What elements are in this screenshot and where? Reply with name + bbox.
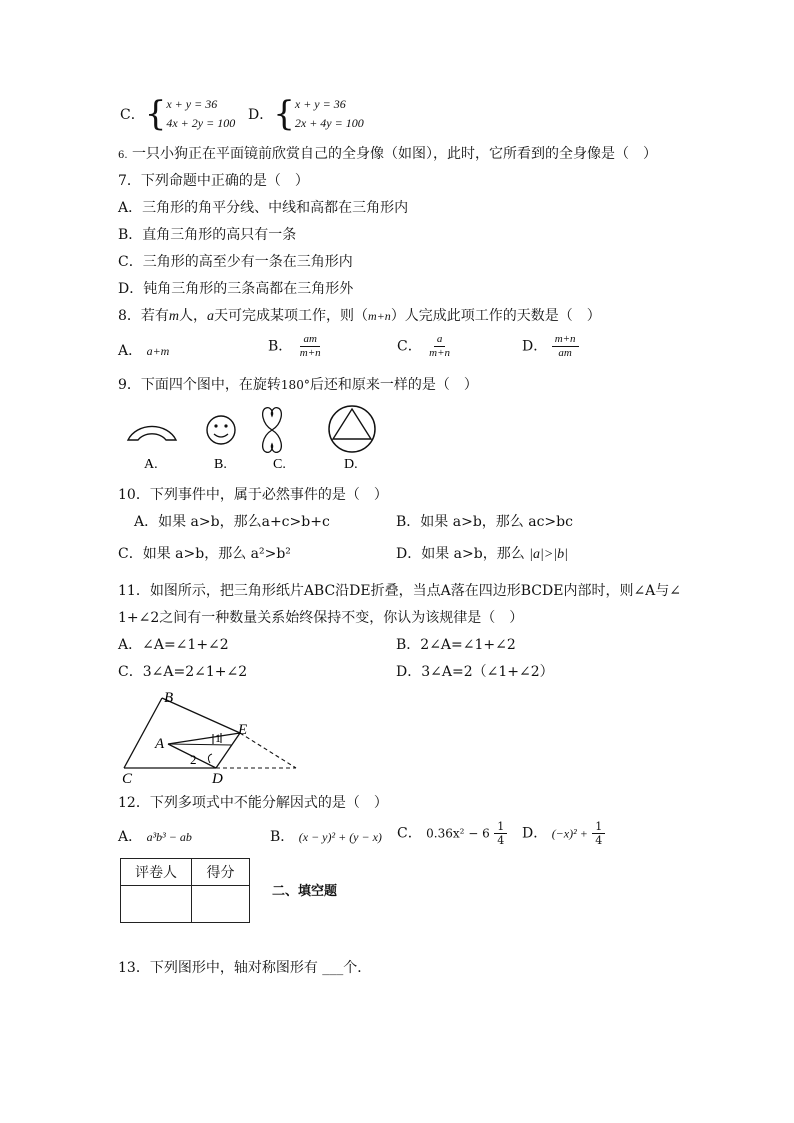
q12-option-c: C． 0.36x² − 6 $\frac{1}{4}$ [397,820,507,847]
q11-line2: 1+∠2之间有一种数量关系始终保持不变，你认为该规律是（ ） [118,610,524,626]
q10-option-a: A．如果 a>b，那么a+c>b+c [134,514,330,530]
section-2-title: 二、填空题 [272,884,338,899]
q11-option-c: C．3∠A=2∠1+∠2 [118,664,248,680]
q9-figures [118,404,380,472]
q7-option-b: B．直角三角形的高只有一条 [118,227,297,243]
q9-figure-c-eight [263,408,282,453]
grade-table [120,858,250,923]
q9-stem: 9．下面四个图中，在旋转180°后还和原来一样的是（ ） [118,377,478,393]
q9-label-c: C. [273,457,286,472]
q11-label-b: B [164,690,174,706]
q10-option-c: C．如果 a>b，那么 a²>b² [118,546,291,562]
q9-figure-d-triangle [333,409,371,439]
grade-header-grader: 评卷人 [121,859,192,886]
q7-stem: 7．下列命题中正确的是（ ） [118,173,309,189]
q8-option-c: C． $\frac{a}{m+n}$ [397,333,451,359]
q9-label-d: D. [344,457,358,472]
q5-c-eq1: x + y = 36 [166,97,218,111]
q11-label-2: 2 [190,752,197,767]
q12-option-a: A． a³b³ − ab [118,829,192,845]
q13-stem: 13．下列图形中，轴对称图形有 ___个． [118,960,372,976]
q11-label-1: 1 [215,731,221,745]
q12-stem: 12．下列多项式中不能分解因式的是（ ） [118,795,388,811]
q8-stem: 8．若有m人，a天可完成某项工作，则（m+n）人完成此项工作的天数是（ ） [118,308,601,324]
q5-d-eq1: x + y = 36 [294,97,346,111]
grade-cell-grader[interactable] [121,886,192,923]
q6-text: 一只小狗正在平面镜前欣赏自己的全身像（如图），此时，它所看到的全身像是（ ） [132,146,657,162]
q12-option-d: D． (−x)² + $\frac{1}{4}$ [522,820,605,847]
q9-figure-a-arch [128,426,176,440]
q5-d-eq2: 2x + 4y = 100 [294,116,364,130]
q5-option-c: C． { x + y = 36 4x + 2y = 100 [120,94,236,134]
grade-table-wrap [120,858,250,923]
q9-label-a: A. [144,457,158,472]
q5-option-d: D． { x + y = 36 2x + 4y = 100 [248,94,364,134]
q8-option-b: B． $\frac{am}{m+n}$ [268,333,321,359]
q12-option-b: B． (x − y)² + (y − x) [270,829,382,845]
grade-cell-score[interactable] [192,886,250,923]
q8-option-a: A． a+m [118,343,170,359]
q11-label-e: E [238,722,248,738]
q7-option-d: D．钝角三角形的三条高都在三角形外 [118,281,354,297]
q10-option-d: D．如果 a>b，那么 |a|>|b| [396,546,569,562]
q11-option-d: D．3∠A=2（∠1+∠2） [396,664,554,680]
question-6 [118,143,657,163]
q11-label-a: A [155,736,165,752]
q11-option-b: B．2∠A=∠1+∠2 [396,637,516,653]
q7-option-a: A．三角形的角平分线、中线和高都在三角形内 [118,200,409,216]
q6-number: 6. [118,150,128,161]
q11-label-c: C [122,771,133,787]
q11-fold-figure [118,688,308,788]
grade-header-score: 得分 [192,859,250,886]
q9-figure-d-circle [329,406,375,452]
q9-label-b: B. [214,457,227,472]
q7-option-c: C．三角形的高至少有一条在三角形内 [118,254,353,270]
q11-line1: 11．如图所示，把三角形纸片ABC沿DE折叠，当点A落在四边形BCDE内部时，则∠A与∠ [118,583,682,599]
q5-c-eq2: 4x + 2y = 100 [166,116,236,130]
q9-figure-b-face [207,416,235,444]
q11-label-d: D [212,771,223,787]
q10-stem: 10．下列事件中，属于必然事件的是（ ） [118,487,388,503]
q11-option-a: A．∠A=∠1+∠2 [118,637,229,653]
q8-option-d: D． $\frac{m+n}{am}$ [522,333,579,360]
q10-option-b: B．如果 a>b，那么 ac>bc [396,514,573,530]
